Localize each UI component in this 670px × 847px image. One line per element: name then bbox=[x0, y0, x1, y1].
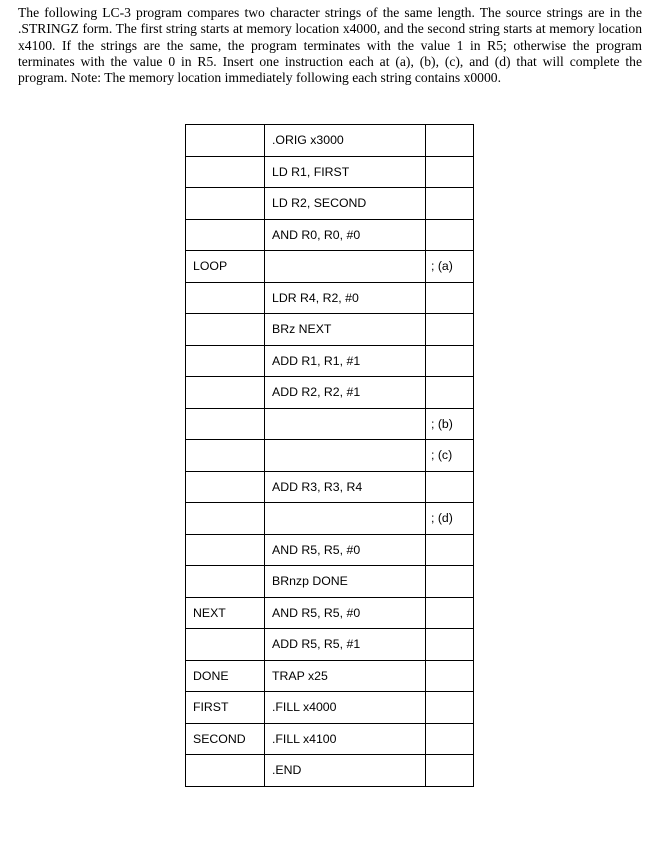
instruction-cell: TRAP x25 bbox=[265, 660, 426, 692]
label-cell bbox=[186, 125, 265, 157]
instruction-cell: ADD R2, R2, #1 bbox=[265, 377, 426, 409]
instruction-cell: LD R1, FIRST bbox=[265, 156, 426, 188]
comment-cell bbox=[426, 755, 474, 787]
instruction-cell: AND R0, R0, #0 bbox=[265, 219, 426, 251]
comment-cell bbox=[426, 566, 474, 598]
program-row bbox=[186, 314, 474, 346]
label-cell bbox=[186, 314, 265, 346]
instruction-cell: ADD R1, R1, #1 bbox=[265, 345, 426, 377]
comment-cell bbox=[426, 282, 474, 314]
label-cell bbox=[186, 534, 265, 566]
instruction-cell: .END bbox=[265, 755, 426, 787]
label-cell bbox=[186, 566, 265, 598]
instruction-cell: ADD R3, R3, R4 bbox=[265, 471, 426, 503]
comment-cell bbox=[426, 534, 474, 566]
program-row bbox=[186, 408, 474, 440]
instruction-cell: LDR R4, R2, #0 bbox=[265, 282, 426, 314]
comment-cell: ; (d) bbox=[426, 503, 474, 535]
instruction-cell: AND R5, R5, #0 bbox=[265, 597, 426, 629]
label-cell: LOOP bbox=[186, 251, 265, 283]
label-cell bbox=[186, 219, 265, 251]
instruction-cell: .ORIG x3000 bbox=[265, 125, 426, 157]
comment-cell bbox=[426, 314, 474, 346]
label-cell bbox=[186, 156, 265, 188]
comment-cell bbox=[426, 723, 474, 755]
label-cell bbox=[186, 440, 265, 472]
program-row bbox=[186, 723, 474, 755]
program-row bbox=[186, 471, 474, 503]
label-cell bbox=[186, 408, 265, 440]
label-cell bbox=[186, 345, 265, 377]
program-row bbox=[186, 219, 474, 251]
label-cell bbox=[186, 188, 265, 220]
program-row bbox=[186, 251, 474, 283]
problem-statement: The following LC-3 program compares two character strings of the same length. The source strings are in the .STRINGZ form. The first string starts at memory location x4000, and the second string starts at memory location x4100. If the strings are the same, the program terminates with the value 1 in R5; otherwise the program terminates with the value 0 in R5. Insert one instruction each at (a), (b), (c), and (d) that will complete the program. Note: The memory location immediately following each string contains x0000. bbox=[18, 5, 642, 86]
label-cell bbox=[186, 377, 265, 409]
comment-cell bbox=[426, 692, 474, 724]
instruction-cell: AND R5, R5, #0 bbox=[265, 534, 426, 566]
label-cell: FIRST bbox=[186, 692, 265, 724]
program-row bbox=[186, 440, 474, 472]
instruction-cell: LD R2, SECOND bbox=[265, 188, 426, 220]
program-row bbox=[186, 503, 474, 535]
program-row bbox=[186, 692, 474, 724]
program-row bbox=[186, 188, 474, 220]
program-table-body bbox=[186, 125, 474, 787]
label-cell bbox=[186, 503, 265, 535]
program-row bbox=[186, 377, 474, 409]
instruction-cell bbox=[265, 251, 426, 283]
comment-cell bbox=[426, 156, 474, 188]
label-cell bbox=[186, 282, 265, 314]
program-row bbox=[186, 629, 474, 661]
instruction-cell: BRz NEXT bbox=[265, 314, 426, 346]
comment-cell bbox=[426, 377, 474, 409]
instruction-cell bbox=[265, 440, 426, 472]
instruction-cell bbox=[265, 408, 426, 440]
label-cell: NEXT bbox=[186, 597, 265, 629]
label-cell: SECOND bbox=[186, 723, 265, 755]
instruction-cell: .FILL x4100 bbox=[265, 723, 426, 755]
label-cell: DONE bbox=[186, 660, 265, 692]
comment-cell bbox=[426, 629, 474, 661]
comment-cell: ; (b) bbox=[426, 408, 474, 440]
program-row bbox=[186, 282, 474, 314]
program-row bbox=[186, 156, 474, 188]
comment-cell bbox=[426, 660, 474, 692]
program-table bbox=[185, 124, 474, 787]
program-row bbox=[186, 755, 474, 787]
program-row bbox=[186, 125, 474, 157]
comment-cell bbox=[426, 597, 474, 629]
program-row bbox=[186, 660, 474, 692]
comment-cell bbox=[426, 188, 474, 220]
program-row bbox=[186, 534, 474, 566]
comment-cell: ; (c) bbox=[426, 440, 474, 472]
comment-cell bbox=[426, 219, 474, 251]
instruction-cell: BRnzp DONE bbox=[265, 566, 426, 598]
comment-cell bbox=[426, 471, 474, 503]
instruction-cell: .FILL x4000 bbox=[265, 692, 426, 724]
comment-cell: ; (a) bbox=[426, 251, 474, 283]
instruction-cell: ADD R5, R5, #1 bbox=[265, 629, 426, 661]
instruction-cell bbox=[265, 503, 426, 535]
label-cell bbox=[186, 629, 265, 661]
comment-cell bbox=[426, 345, 474, 377]
program-row bbox=[186, 566, 474, 598]
comment-cell bbox=[426, 125, 474, 157]
label-cell bbox=[186, 471, 265, 503]
program-row bbox=[186, 597, 474, 629]
program-row bbox=[186, 345, 474, 377]
label-cell bbox=[186, 755, 265, 787]
